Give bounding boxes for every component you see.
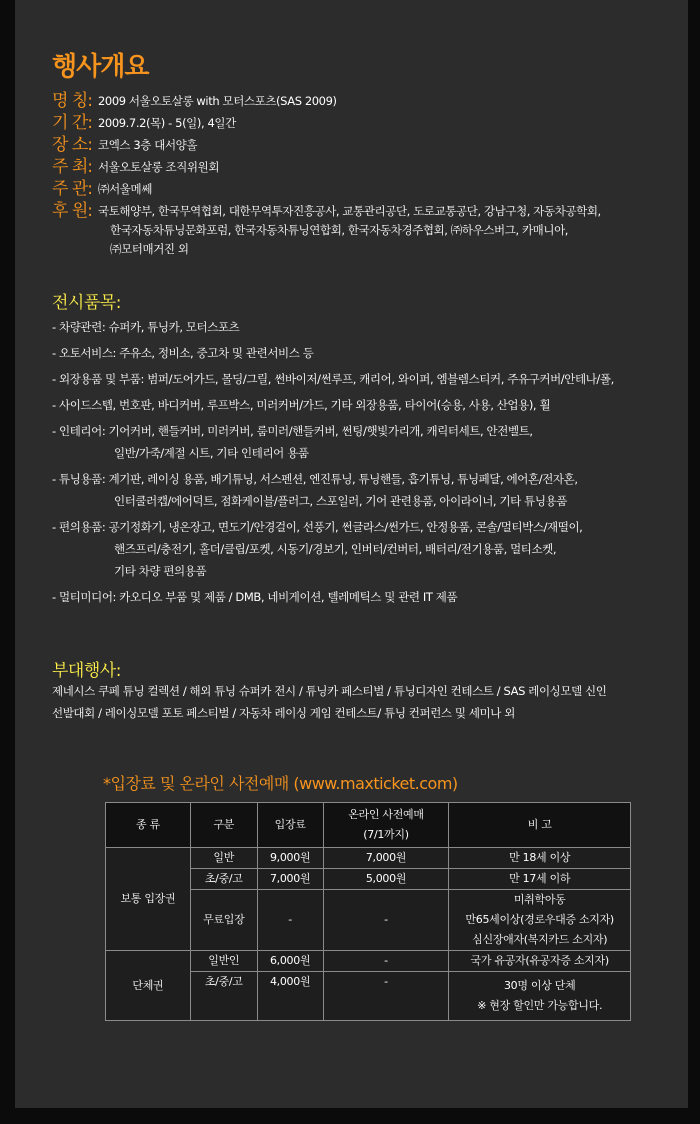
header-online-line: 온라인 사전예매 [348, 808, 424, 821]
fee-cell: 6,000원 [257, 951, 323, 972]
info-line: 2009.7.2(목) - 5(일), 4일간 [98, 116, 236, 130]
header-online-line: (7/1까지) [363, 828, 409, 841]
exhibit-line: 기타 차량 편의용품 [114, 564, 207, 578]
exhibit-line: - 멀티미디어: 카오디오 부품 및 제품 / DMB, 네비게이션, 텔레메틱스 및 관련 IT 제품 [52, 590, 458, 604]
online-cell: - [323, 951, 449, 972]
exhibit-line: - 오토서비스: 주유소, 정비소, 중고차 및 관련서비스 등 [52, 346, 314, 360]
info-line: ㈜모터매거진 외 [110, 242, 189, 256]
header-type: 종 류 [106, 803, 191, 848]
overview-title: 행사개요 [52, 52, 149, 82]
group-ticket-cell: 단체권 [106, 951, 191, 1021]
general-ticket-cell: 보통 입장권 [106, 848, 191, 951]
note-cell [449, 972, 631, 1021]
side-events-title: 부대행사: [52, 661, 121, 681]
note-cell: 국가 유공자(유공자증 소지자) [449, 951, 631, 972]
info-line: 서울오토살롱 조직위원회 [98, 160, 220, 174]
note-line: 심신장애자(복지카드 소지자) [472, 933, 608, 946]
exhibit-item [52, 586, 692, 608]
ticket-table [105, 802, 631, 1021]
exhibit-line: - 편의용품: 공기정화기, 냉온장고, 면도기/안경걸이, 선풍기, 썬글라스/썬가드, 안정용품, 콘솔/멀티박스/재떨이, [52, 520, 583, 534]
fee-cell: 7,000원 [257, 869, 323, 890]
info-label: 후 원: [52, 201, 92, 221]
header-category: 구분 [190, 803, 257, 848]
info-line: 국토해양부, 한국무역협회, 대한무역투자진흥공사, 교통관리공단, 도로교통공단, 강남구청, 자동차공학회, [98, 204, 601, 218]
info-label: 명 칭: [52, 91, 92, 111]
online-cell: - [323, 890, 449, 951]
bottom-bar [0, 1108, 700, 1124]
exhibit-line: - 튜닝용품: 계기판, 레이싱 용품, 배기튜닝, 서스펜션, 엔진튜닝, 튜닝핸들, 흡기튜닝, 튜닝페달, 에어혼/전자혼, [52, 472, 578, 486]
exhibit-line: 핸즈프리/충전기, 홀더/클립/포켓, 시동기/경보기, 인버터/컨버터, 배터리/전기용품, 멀티소켓, [114, 542, 557, 556]
header-online [323, 803, 449, 848]
note-line: 미취학아동 [513, 893, 566, 906]
exhibit-line: - 인테리어: 기어커버, 핸들커버, 미러커버, 룸미러/핸들커버, 썬팅/햇빛가리개, 캐릭터세트, 안전벨트, [52, 424, 533, 438]
info-row-period [52, 114, 672, 133]
table-header-row [106, 803, 631, 848]
category-cell: 무료입장 [190, 890, 257, 951]
exhibit-line: 일반/가죽/계절 시트, 기타 인테리어 용품 [114, 446, 309, 460]
online-cell: 7,000원 [323, 848, 449, 869]
fee-cell: 4,000원 [257, 972, 323, 1021]
note-line: 만65세이상(경로우대증 소지자) [465, 913, 614, 926]
exhibit-item [52, 342, 692, 364]
info-row-name [52, 92, 672, 111]
info-value [98, 180, 152, 199]
info-row-sponsor [52, 202, 672, 259]
exhibit-item [52, 420, 692, 464]
exhibit-item [52, 394, 692, 416]
side-events-line: 선발대회 / 레이싱모델 포토 페스티벌 / 자동차 레이싱 게임 컨테스트/ 튜닝 컨퍼런스 및 세미나 외 [52, 706, 515, 720]
exhibit-item [52, 516, 692, 582]
exhibit-list [52, 316, 692, 612]
info-value [98, 202, 601, 259]
note-line: 30명 이상 단체 [503, 979, 576, 992]
exhibits-title: 전시품목: [52, 293, 121, 313]
category-cell: 일반 [190, 848, 257, 869]
side-events-text [52, 680, 672, 724]
category-cell: 초/중/고 [190, 869, 257, 890]
note-line: ※ 현장 할인만 가능합니다. [477, 999, 603, 1012]
info-label: 주 관: [52, 179, 92, 199]
exhibit-line: - 외장용품 및 부품: 범퍼/도어가드, 몰딩/그릴, 썬바이저/썬루프, 캐리어, 와이퍼, 엠블렘스티커, 주유구커버/안테나/폴, [52, 372, 614, 386]
note-cell: 만 18세 이상 [449, 848, 631, 869]
ticket-notice: *입장료 및 온라인 사전예매 (www.maxticket.com) [103, 774, 458, 793]
info-value [98, 114, 236, 133]
table-row [106, 951, 631, 972]
fee-cell: - [257, 890, 323, 951]
exhibit-item [52, 316, 692, 338]
info-label: 장 소: [52, 135, 92, 155]
header-fee: 입장료 [257, 803, 323, 848]
side-events-line: 제네시스 쿠페 튜닝 컬렉션 / 해외 튜닝 슈퍼카 전시 / 튜닝카 페스티벌 / 튜닝디자인 컨테스트 / SAS 레이싱모델 신인 [52, 684, 607, 698]
info-value [98, 136, 197, 155]
exhibit-line: - 차량관련: 슈퍼카, 튜닝카, 모터스포츠 [52, 320, 240, 334]
exhibit-item [52, 368, 692, 390]
online-cell: - [323, 972, 449, 1021]
info-label: 기 간: [52, 113, 92, 133]
category-cell: 초/중/고 [190, 972, 257, 1021]
info-label: 주 최: [52, 157, 92, 177]
overview-info [52, 92, 672, 262]
info-line: ㈜서울메쎄 [98, 182, 152, 196]
info-row-host [52, 158, 672, 177]
online-cell: 5,000원 [323, 869, 449, 890]
note-cell [449, 890, 631, 951]
category-cell: 일반인 [190, 951, 257, 972]
exhibit-line: 인터쿨러캡/에어덕트, 점화케이블/플러그, 스포일러, 기어 관련용품, 아이라이너, 기타 튜닝용품 [114, 494, 567, 508]
header-note: 비 고 [449, 803, 631, 848]
info-line: 코엑스 3층 대서양홀 [98, 138, 198, 152]
fee-cell: 9,000원 [257, 848, 323, 869]
info-row-venue [52, 136, 672, 155]
info-row-organizer [52, 180, 672, 199]
exhibit-line: - 사이드스텝, 번호판, 바디커버, 루프박스, 미러커버/가드, 기타 외장용품, 타이어(승용, 사용, 산업용), 휠 [52, 398, 551, 412]
info-value [98, 158, 219, 177]
info-line: 2009 서울오토살롱 with 모터스포츠(SAS 2009) [98, 94, 337, 108]
table-row [106, 848, 631, 869]
exhibit-item [52, 468, 692, 512]
info-value [98, 92, 337, 111]
note-cell: 만 17세 이하 [449, 869, 631, 890]
info-line: 한국자동차튜닝문화포럼, 한국자동차튜닝연합회, 한국자동차경주협회, ㈜하우스버그, 카매니아, [110, 223, 569, 237]
